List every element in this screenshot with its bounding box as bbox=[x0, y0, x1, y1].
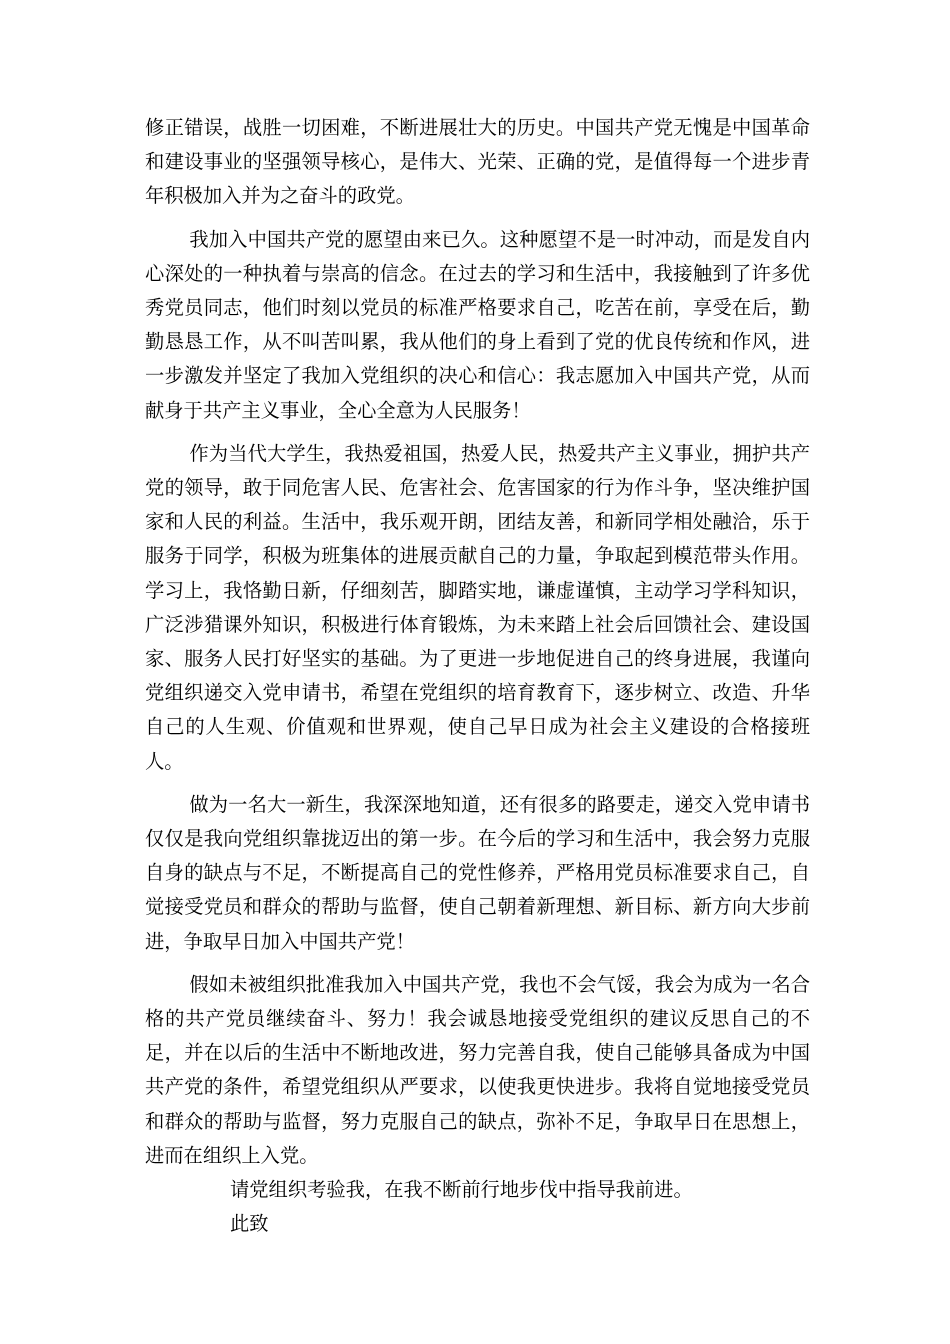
salutation: 此致 bbox=[230, 1212, 269, 1236]
paragraph-5: 假如未被组织批准我加入中国共产党，我也不会气馁，我会为成为一名合格的共产党员继续奋斗、努力！我会诚恳地接受党组织的建议反思自己的不足，并在以后的生活中不断地改进，努力完善自我，使自己能够具备成为中国共产党的条件，希望党组织从严要求，以使我更快进步。我将自觉地接受党员和群众的帮助与监督，努力克服自己的缺点，弥补不足，争取早日在思想上，进而在组织上入党。 bbox=[145, 972, 810, 1167]
letter-body bbox=[145, 111, 810, 1242]
paragraph-1: 修正错误，战胜一切困难，不断进展壮大的历史。中国共产党无愧是中国革命和建设事业的坚强领导核心，是伟大、光荣、正确的党，是值得每一个进步青年积极加入并为之奋斗的政党。 bbox=[145, 116, 810, 208]
paragraph-2: 我加入中国共产党的愿望由来已久。这种愿望不是一时冲动，而是发自内心深处的一种执着与崇高的信念。在过去的学习和生活中，我接触到了许多优秀党员同志，他们时刻以党员的标准严格要求自己，吃苦在前，享受在后，勤勤恳恳工作，从不叫苦叫累，我从他们的身上看到了党的优良传统和作风，进一步激发并坚定了我加入党组织的决心和信心：我志愿加入中国共产党，从而献身于共产主义事业，全心全意为人民服务！ bbox=[145, 227, 810, 422]
paragraph-4: 做为一名大一新生，我深深地知道，还有很多的路要走，递交入党申请书仅仅是我向党组织靠拢迈出的第一步。在今后的学习和生活中，我会努力克服自身的缺点与不足，不断提高自己的党性修养，严格用党员标准要求自己，自觉接受党员和群众的帮助与监督，使自己朝着新理想、新目标、新方向大步前进，争取早日加入中国共产党！ bbox=[145, 792, 810, 953]
closing-line: 请党组织考验我，在我不断前行地步伐中指导我前进。 bbox=[230, 1178, 693, 1202]
paragraph-3: 作为当代大学生，我热爱祖国，热爱人民，热爱共产主义事业，拥护共产党的领导，敢于同危害人民、危害社会、危害国家的行为作斗争，坚决维护国家和人民的利益。生活中，我乐观开朗，团结友善，和新同学相处融洽，乐于服务于同学，积极为班集体的进展贡献自己的力量，争取起到模范带头作用。学习上，我恪勤日新，仔细刻苦，脚踏实地，谦虚谨慎，主动学习学科知识，广泛涉猎课外知识，积极进行体育锻炼，为未来踏上社会后回馈社会、建设国家、服务人民打好坚实的基础。为了更进一步地促进自己的终身进展，我谨向党组织递交入党申请书，希望在党组织的培育教育下，逐步树立、改造、升华自己的人生观、价值观和世界观，使自己早日成为社会主义建设的合格接班人。 bbox=[145, 441, 810, 773]
